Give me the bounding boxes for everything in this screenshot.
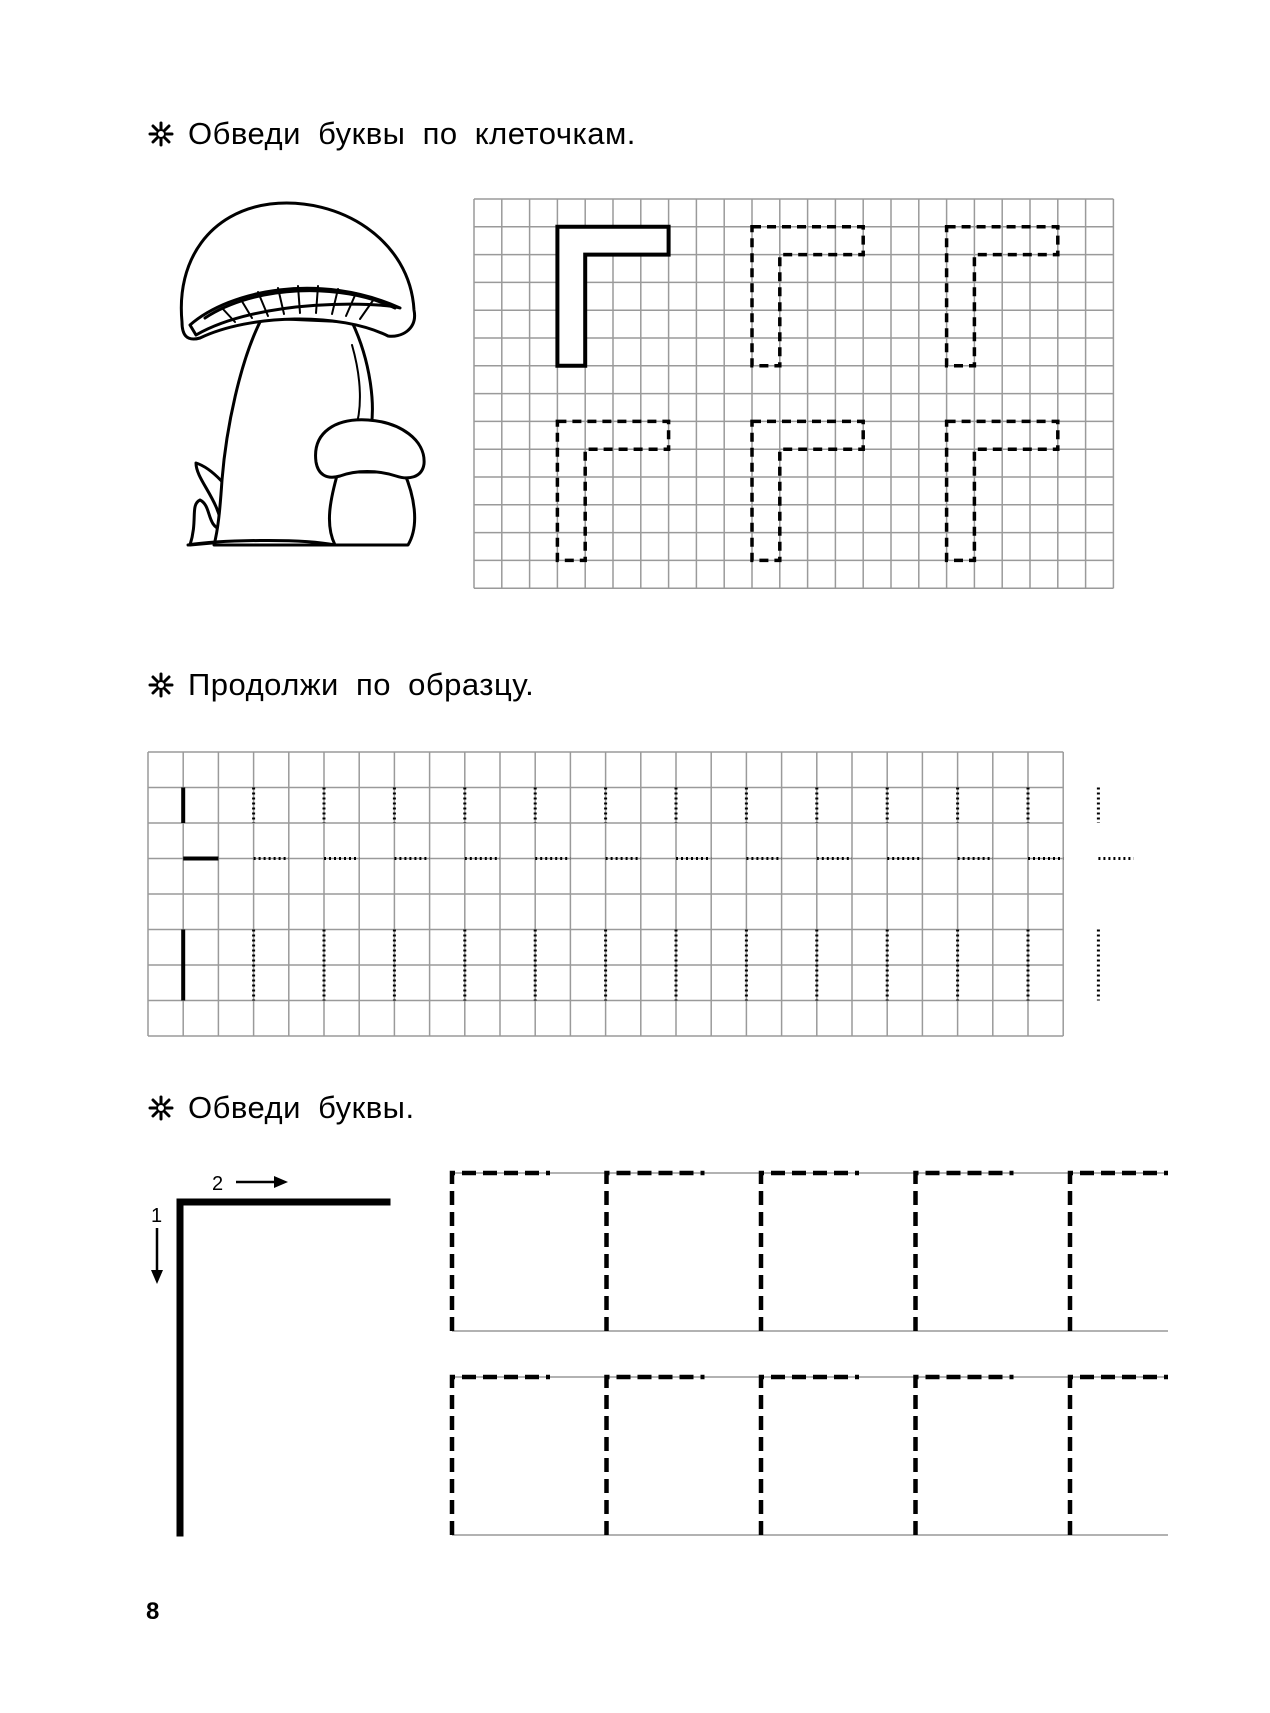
sample-letter-g (180, 1202, 387, 1533)
task-heading-2 (148, 667, 534, 703)
sample-block-letter (557, 227, 668, 366)
dashed-letter-g (761, 1377, 859, 1535)
dashed-block-letter (752, 227, 863, 366)
page-number: 8 (146, 1598, 160, 1625)
dashed-letter-g (607, 1377, 705, 1535)
task-text-2: Продолжи по образцу. (188, 667, 535, 702)
task-text-3: Обведи буквы. (188, 1090, 415, 1125)
task-text-1: Обведи буквы по клеточкам. (188, 116, 636, 151)
asterisk-bullet-icon (148, 1095, 174, 1121)
arrow-down-icon (151, 1228, 163, 1284)
dashed-letter-g (916, 1377, 1014, 1535)
stroke-number-1: 1 (151, 1205, 163, 1227)
grid-cells-2 (148, 752, 1063, 1036)
dashed-block-letter (947, 227, 1058, 366)
dashed-letter-g (761, 1173, 859, 1331)
dashed-letter-g (452, 1173, 550, 1331)
dashed-block-letter (752, 421, 863, 560)
task-heading-3 (148, 1090, 415, 1126)
grid-cells-1 (474, 199, 1113, 588)
dashed-letter-g (1070, 1377, 1168, 1535)
dashed-letter-g (1070, 1173, 1168, 1331)
arrow-right-icon (236, 1176, 288, 1188)
stroke-number-2: 2 (212, 1173, 224, 1195)
task-heading-1 (148, 116, 636, 152)
dashed-block-letter (557, 421, 668, 560)
dashed-letter-g (452, 1377, 550, 1535)
dashed-letter-g (607, 1173, 705, 1331)
dashed-letter-g (916, 1173, 1014, 1331)
asterisk-bullet-icon (148, 672, 174, 698)
asterisk-bullet-icon (148, 121, 174, 147)
dashed-block-letter (947, 421, 1058, 560)
